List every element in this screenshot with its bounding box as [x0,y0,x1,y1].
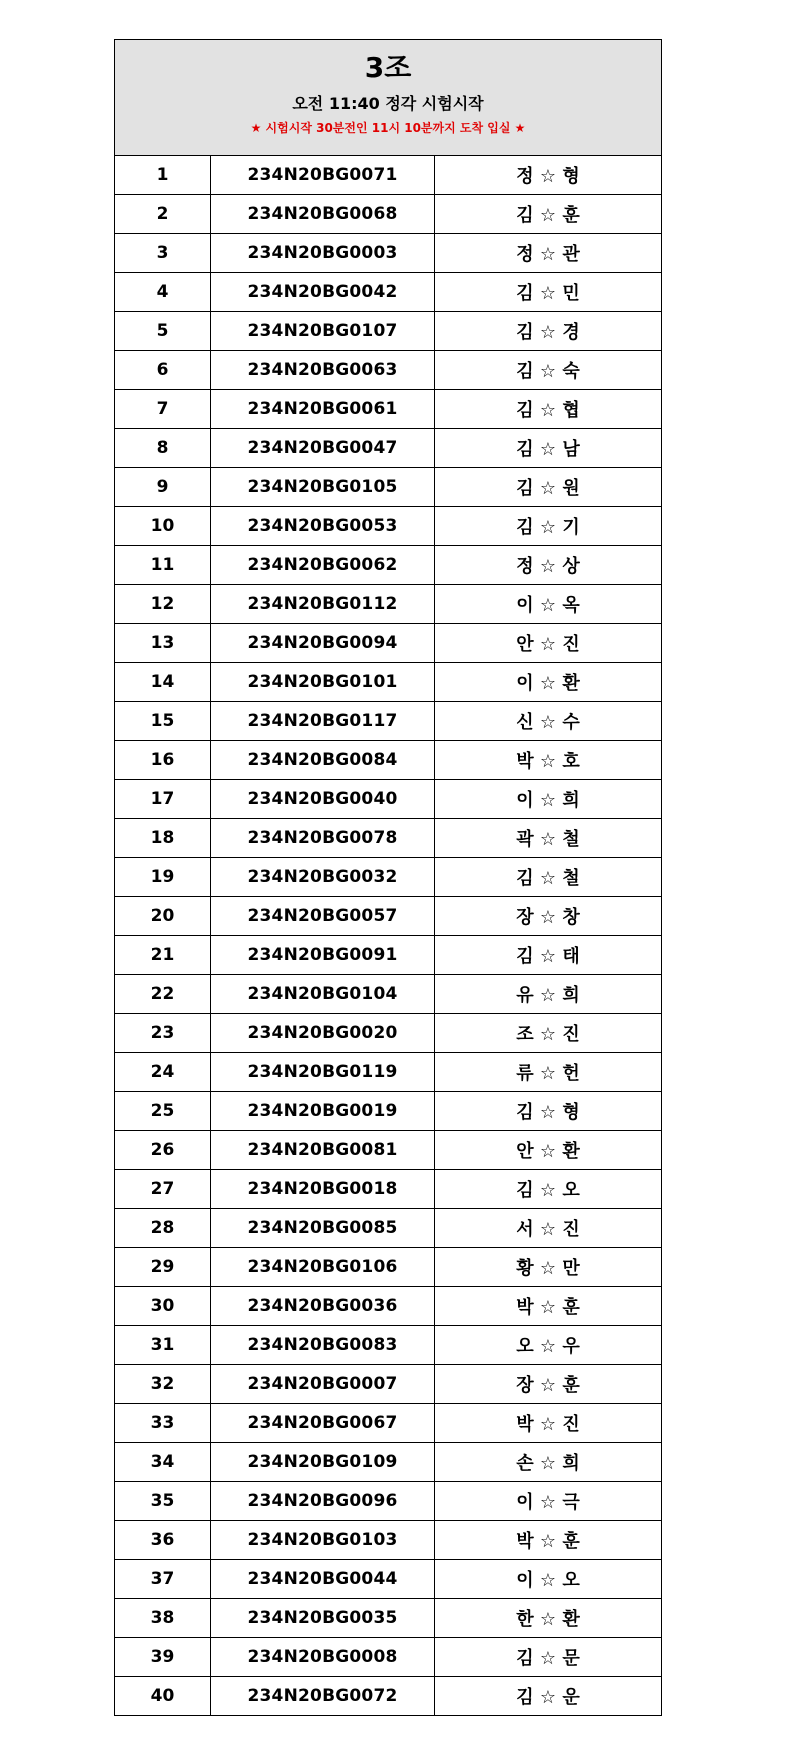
candidate-name: 황 ☆ 만 [435,1248,662,1287]
candidate-id: 234N20BG0040 [211,780,435,819]
table-row [115,1638,661,1677]
candidate-id: 234N20BG0091 [211,936,435,975]
row-number: 28 [115,1209,211,1248]
row-number: 25 [115,1092,211,1131]
candidate-name: 이 ☆ 극 [435,1482,662,1521]
table-row [115,663,661,702]
candidate-name: 김 ☆ 태 [435,936,662,975]
table-row [115,312,661,351]
group-title: 3조 [364,51,412,84]
table-row [115,1677,661,1716]
row-number: 9 [115,468,211,507]
candidate-id: 234N20BG0036 [211,1287,435,1326]
candidate-name: 박 ☆ 호 [435,741,662,780]
row-number: 11 [115,546,211,585]
candidate-name: 김 ☆ 숙 [435,351,662,390]
row-number: 27 [115,1170,211,1209]
row-number: 5 [115,312,211,351]
candidate-id: 234N20BG0101 [211,663,435,702]
candidate-name: 한 ☆ 환 [435,1599,662,1638]
table-row [115,468,661,507]
row-number: 31 [115,1326,211,1365]
candidate-id: 234N20BG0072 [211,1677,435,1716]
row-number: 7 [115,390,211,429]
candidate-id: 234N20BG0104 [211,975,435,1014]
table-row [115,1482,661,1521]
roster-header [115,40,661,156]
row-number: 2 [115,195,211,234]
row-number: 29 [115,1248,211,1287]
row-number: 18 [115,819,211,858]
candidate-name: 김 ☆ 오 [435,1170,662,1209]
candidate-name: 김 ☆ 운 [516,1687,580,1708]
row-number: 40 [115,1677,211,1716]
table-row [115,1560,661,1599]
table-row [115,1170,661,1209]
table-row [115,429,661,468]
row-number: 6 [115,351,211,390]
exam-roster-sheet [114,39,662,1716]
candidate-name: 김 ☆ 문 [435,1638,662,1677]
table-row [115,156,661,195]
candidate-id: 234N20BG0103 [211,1521,435,1560]
candidate-id: 234N20BG0019 [211,1092,435,1131]
candidate-name: 정 ☆ 관 [435,234,662,273]
candidate-id: 234N20BG0084 [211,741,435,780]
row-number: 16 [115,741,211,780]
candidate-id: 234N20BG0085 [211,1209,435,1248]
row-number: 38 [115,1599,211,1638]
candidate-id: 234N20BG0119 [211,1053,435,1092]
candidate-name: 이 ☆ 오 [435,1560,662,1599]
roster-table [115,156,661,1715]
table-row [115,1599,661,1638]
candidate-name: 김 ☆ 남 [435,429,662,468]
row-number: 19 [115,858,211,897]
candidate-id: 234N20BG0047 [211,429,435,468]
candidate-id: 234N20BG0053 [211,507,435,546]
candidate-id: 234N20BG0044 [211,1560,435,1599]
candidate-name: 오 ☆ 우 [435,1326,662,1365]
arrival-notice: ★ 시험시작 30분전인 11시 10분까지 도착 입실 ★ [250,121,526,135]
candidate-id: 234N20BG0081 [211,1131,435,1170]
candidate-id: 234N20BG0018 [211,1170,435,1209]
table-row [115,1521,661,1560]
candidate-name: 손 ☆ 희 [435,1443,662,1482]
candidate-name: 박 ☆ 훈 [435,1287,662,1326]
table-row [115,1326,661,1365]
candidate-id: 234N20BG0117 [211,702,435,741]
row-number: 14 [115,663,211,702]
candidate-id: 234N20BG0106 [211,1248,435,1287]
candidate-name: 정 ☆ 형 [435,156,662,195]
candidate-id: 234N20BG0107 [211,312,435,351]
candidate-name: 신 ☆ 수 [435,702,662,741]
table-row [115,624,661,663]
row-number: 20 [115,897,211,936]
row-number: 36 [115,1521,211,1560]
candidate-name: 김 ☆ 민 [435,273,662,312]
table-row [115,546,661,585]
row-number: 15 [115,702,211,741]
table-row [115,351,661,390]
candidate-id: 234N20BG0003 [211,234,435,273]
candidate-id: 234N20BG0007 [211,1365,435,1404]
candidate-id: 234N20BG0067 [211,1404,435,1443]
row-number: 26 [115,1131,211,1170]
row-number: 39 [115,1638,211,1677]
roster-table-body [115,156,661,1715]
candidate-name: 장 ☆ 창 [435,897,662,936]
row-number: 34 [115,1443,211,1482]
table-row [115,1287,661,1326]
table-row [115,195,661,234]
row-number: 13 [115,624,211,663]
candidate-name: 조 ☆ 진 [435,1014,662,1053]
row-number: 33 [115,1404,211,1443]
row-number: 24 [115,1053,211,1092]
candidate-id: 234N20BG0112 [211,585,435,624]
row-number: 32 [115,1365,211,1404]
row-number: 3 [115,234,211,273]
candidate-name: 김 ☆ 훈 [435,195,662,234]
candidate-name: 김 ☆ 경 [435,312,662,351]
candidate-name: 김 ☆ 기 [435,507,662,546]
table-row [115,1404,661,1443]
row-number: 4 [115,273,211,312]
candidate-name: 류 ☆ 헌 [435,1053,662,1092]
table-row [115,273,661,312]
candidate-id: 234N20BG0109 [211,1443,435,1482]
table-row [115,975,661,1014]
row-number: 17 [115,780,211,819]
candidate-name: 이 ☆ 희 [435,780,662,819]
table-row [115,936,661,975]
candidate-name: 안 ☆ 진 [435,624,662,663]
table-row [115,1209,661,1248]
candidate-name: 장 ☆ 훈 [435,1365,662,1404]
row-number: 10 [115,507,211,546]
table-row [115,897,661,936]
row-number: 8 [115,429,211,468]
candidate-id: 234N20BG0083 [211,1326,435,1365]
candidate-name: 김 ☆ 원 [435,468,662,507]
candidate-id: 234N20BG0096 [211,1482,435,1521]
candidate-name: 서 ☆ 진 [435,1209,662,1248]
table-row [115,585,661,624]
row-number: 23 [115,1014,211,1053]
candidate-id: 234N20BG0035 [211,1599,435,1638]
candidate-id: 234N20BG0032 [211,858,435,897]
candidate-name: 김 ☆ 철 [435,858,662,897]
candidate-id: 234N20BG0071 [211,156,435,195]
candidate-name: 이 ☆ 환 [435,663,662,702]
candidate-id: 234N20BG0063 [211,351,435,390]
table-row [115,1053,661,1092]
candidate-id: 234N20BG0008 [211,1638,435,1677]
row-number: 22 [115,975,211,1014]
candidate-name: 곽 ☆ 철 [435,819,662,858]
candidate-name: 박 ☆ 진 [435,1404,662,1443]
table-row [115,1365,661,1404]
candidate-name: 김 ☆ 협 [435,390,662,429]
candidate-name: 유 ☆ 희 [435,975,662,1014]
candidate-id: 234N20BG0061 [211,390,435,429]
table-row [115,507,661,546]
candidate-id: 234N20BG0105 [211,468,435,507]
candidate-id: 234N20BG0068 [211,195,435,234]
table-row [115,1248,661,1287]
table-row [115,858,661,897]
table-row [115,1014,661,1053]
row-number: 35 [115,1482,211,1521]
table-row [115,1092,661,1131]
row-number: 37 [115,1560,211,1599]
exam-start-time: 오전 11:40 정각 시험시작 [292,94,484,113]
candidate-id: 234N20BG0020 [211,1014,435,1053]
table-row [115,702,661,741]
table-row [115,390,661,429]
row-number: 30 [115,1287,211,1326]
candidate-name: 이 ☆ 옥 [435,585,662,624]
candidate-name: 안 ☆ 환 [435,1131,662,1170]
candidate-id: 234N20BG0057 [211,897,435,936]
table-row [115,819,661,858]
table-row [115,1131,661,1170]
candidate-id: 234N20BG0078 [211,819,435,858]
row-number: 1 [115,156,211,195]
candidate-id: 234N20BG0042 [211,273,435,312]
table-row [115,741,661,780]
table-row [115,780,661,819]
table-row [115,1443,661,1482]
candidate-id: 234N20BG0094 [211,624,435,663]
row-number: 21 [115,936,211,975]
table-row [115,234,661,273]
candidate-name: 박 ☆ 훈 [435,1521,662,1560]
candidate-name: 정 ☆ 상 [435,546,662,585]
candidate-id: 234N20BG0062 [211,546,435,585]
candidate-name: 김 ☆ 형 [435,1092,662,1131]
row-number: 12 [115,585,211,624]
